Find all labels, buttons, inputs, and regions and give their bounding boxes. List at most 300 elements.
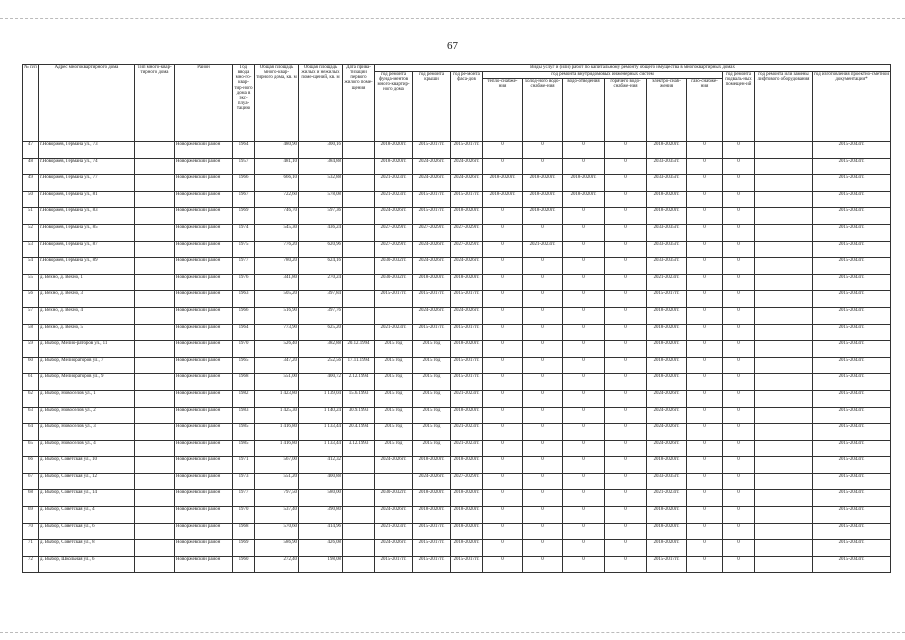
cell-privatization-date: 2.12.1994 — [343, 374, 375, 391]
cell-type — [135, 258, 175, 275]
cell-design-docs: 2015-2043гг. — [813, 158, 891, 175]
cell-living-area: 252,56 — [299, 357, 343, 374]
cell-roof: 2024-2026гг. — [413, 473, 451, 490]
cell-cold-water: 0 — [523, 407, 563, 424]
cell-hot-water: 0 — [605, 324, 647, 341]
cell-basement: 0 — [723, 241, 755, 258]
cell-gas: 0 — [687, 258, 723, 275]
cell-design-docs: 2015-2043гг. — [813, 191, 891, 208]
cell-living-area: 270,24 — [299, 274, 343, 291]
cell-year: 1966 — [233, 175, 255, 192]
cell-living-area: 625,20 — [299, 324, 343, 341]
table-row — [23, 523, 891, 540]
cell-sewerage: 0 — [563, 291, 605, 308]
cell-district: Новоржевский район — [175, 507, 233, 524]
cell-facade: 2018-2020гг. — [451, 208, 483, 225]
cell-gas: 0 — [687, 507, 723, 524]
cell-foundation — [375, 473, 413, 490]
cell-type — [135, 407, 175, 424]
cell-basement: 0 — [723, 540, 755, 557]
header-lift: год ремонта или замены лифтового оборудования — [755, 72, 813, 142]
cell-design-docs: 2015-2043гг. — [813, 241, 891, 258]
cell-roof: 2015-2017гг. — [413, 540, 451, 557]
cell-basement: 0 — [723, 357, 755, 374]
cell-total-area: 570,60 — [255, 523, 299, 540]
cell-total-area: 773,90 — [255, 324, 299, 341]
header-year: Год ввода мно-го-квар-тир-ного дома в экс-плуа-тацию — [233, 65, 255, 142]
cell-basement: 0 — [723, 374, 755, 391]
cell-cold-water: 0 — [523, 324, 563, 341]
cell-gas: 0 — [687, 440, 723, 457]
cell-electric: 2015-2017гг. — [647, 556, 687, 573]
cell-number: 69 — [23, 507, 39, 524]
cell-number: 64 — [23, 424, 39, 441]
cell-address: д. Выбор, Советская ул., 10 — [39, 457, 135, 474]
cell-facade: 2021-2023гг. — [451, 390, 483, 407]
cell-roof: 2018-2020гг. — [413, 507, 451, 524]
cell-total-area: 526,40 — [255, 341, 299, 358]
cell-roof: 2015 год — [413, 390, 451, 407]
header-address: Адрес многоквартирного дома — [39, 65, 135, 142]
cell-privatization-date — [343, 457, 375, 474]
table-row — [23, 224, 891, 241]
cell-facade: 2018-2020гг. — [451, 457, 483, 474]
cell-living-area: 1 140,24 — [299, 407, 343, 424]
cell-facade: 2015-2017гг. — [451, 324, 483, 341]
cell-cold-water: 0 — [523, 440, 563, 457]
cell-facade: 2018-2020гг. — [451, 540, 483, 557]
table-row — [23, 390, 891, 407]
cell-hot-water: 0 — [605, 158, 647, 175]
cell-electric: 2018-2020гг. — [647, 357, 687, 374]
cell-privatization-date — [343, 307, 375, 324]
cell-gas: 0 — [687, 274, 723, 291]
cell-cold-water: 0 — [523, 158, 563, 175]
cell-lift — [755, 191, 813, 208]
cell-district: Новоржевский район — [175, 191, 233, 208]
cell-foundation: 2024-2026гг. — [375, 208, 413, 225]
cell-district: Новоржевский район — [175, 258, 233, 275]
cell-sewerage: 2018-2020гг. — [563, 191, 605, 208]
cell-design-docs: 2015-2043гг. — [813, 307, 891, 324]
cell-living-area: 620,96 — [299, 241, 343, 258]
cell-type — [135, 241, 175, 258]
cell-sewerage: 0 — [563, 324, 605, 341]
cell-number: 66 — [23, 457, 39, 474]
cell-basement: 0 — [723, 291, 755, 308]
cell-total-area: 666,10 — [255, 175, 299, 192]
cell-sewerage: 0 — [563, 440, 605, 457]
cell-electric: 2024-2026гг. — [647, 407, 687, 424]
table-row — [23, 158, 891, 175]
cell-year: 1965 — [233, 357, 255, 374]
cell-address: д. Вехно, д. Вехно, 3 — [39, 291, 135, 308]
cell-type — [135, 158, 175, 175]
header-privatization-date: Дата прива-тизации первого жилого поме-щения — [343, 65, 375, 142]
cell-design-docs: 2015-2043гг. — [813, 357, 891, 374]
cell-number: 54 — [23, 258, 39, 275]
cell-sewerage: 0 — [563, 357, 605, 374]
cell-basement: 0 — [723, 341, 755, 358]
cell-electric: 2033-2035гг. — [647, 175, 687, 192]
cell-privatization-date — [343, 523, 375, 540]
cell-facade: 2024-2026гг. — [451, 175, 483, 192]
cell-electric: 2024-2026гг. — [647, 424, 687, 441]
cell-living-area: 400,72 — [299, 374, 343, 391]
cell-hot-water: 0 — [605, 191, 647, 208]
cell-gas: 0 — [687, 540, 723, 557]
cell-hot-water: 0 — [605, 241, 647, 258]
cell-lift — [755, 490, 813, 507]
cell-sewerage: 0 — [563, 523, 605, 540]
cell-foundation: 2015 год — [375, 424, 413, 441]
cell-address: г.Новоржев, Германа ул., 85 — [39, 224, 135, 241]
cell-electric: 2033-2035гг. — [647, 258, 687, 275]
cell-total-area: 567,00 — [255, 457, 299, 474]
cell-type — [135, 307, 175, 324]
cell-gas: 0 — [687, 241, 723, 258]
cell-living-area: 414,96 — [299, 523, 343, 540]
cell-basement: 0 — [723, 440, 755, 457]
cell-year: 1977 — [233, 258, 255, 275]
cell-gas: 0 — [687, 457, 723, 474]
cell-lift — [755, 424, 813, 441]
cell-number: 72 — [23, 556, 39, 573]
cell-number: 71 — [23, 540, 39, 557]
cell-basement: 0 — [723, 324, 755, 341]
cell-total-area: 586,90 — [255, 540, 299, 557]
cell-total-area: 272,40 — [255, 556, 299, 573]
cell-design-docs: 2015-2043гг. — [813, 258, 891, 275]
header-type: Тип много-квар-тирного дома — [135, 65, 175, 142]
cell-type — [135, 175, 175, 192]
cell-privatization-date — [343, 191, 375, 208]
cell-facade: 2021-2023гг. — [451, 424, 483, 441]
cell-living-area: 198,08 — [299, 556, 343, 573]
cell-living-area: 1 133,44 — [299, 440, 343, 457]
cell-type — [135, 473, 175, 490]
cell-total-area: 776,20 — [255, 241, 299, 258]
cell-foundation: 2024-2026гг. — [375, 507, 413, 524]
cell-foundation: 2015-2017гг. — [375, 556, 413, 573]
cell-gas: 0 — [687, 291, 723, 308]
cell-electric: 2018-2020гг. — [647, 307, 687, 324]
cell-number: 68 — [23, 490, 39, 507]
cell-privatization-date — [343, 540, 375, 557]
cell-district: Новоржевский район — [175, 341, 233, 358]
cell-hot-water: 0 — [605, 374, 647, 391]
cell-roof: 2018-2020гг. — [413, 490, 451, 507]
table-row — [23, 324, 891, 341]
table-row — [23, 440, 891, 457]
cell-address: д. Выбор, Новоселов ул., 4 — [39, 440, 135, 457]
cell-type — [135, 507, 175, 524]
cell-electric: 2033-2035гг. — [647, 224, 687, 241]
cell-district: Новоржевский район — [175, 457, 233, 474]
cell-electric: 2018-2020гг. — [647, 457, 687, 474]
cell-privatization-date — [343, 473, 375, 490]
header-basement: год ремонта подваль-ных помещен-ий — [723, 72, 755, 142]
cell-foundation: 2018-2020гг. — [375, 158, 413, 175]
cell-lift — [755, 208, 813, 225]
table-row — [23, 258, 891, 275]
header-systems-group: год ремонта внутридомовых инженерных систем — [483, 72, 723, 79]
table-row — [23, 374, 891, 391]
cell-foundation: 2015 год — [375, 341, 413, 358]
cell-type — [135, 324, 175, 341]
cell-address: д. Выбор, Советская ул., 14 — [39, 490, 135, 507]
table-row — [23, 208, 891, 225]
cell-privatization-date: 30.9.1993 — [343, 407, 375, 424]
cell-gas: 0 — [687, 341, 723, 358]
cell-cold-water: 0 — [523, 457, 563, 474]
cell-number: 61 — [23, 374, 39, 391]
cell-hot-water: 0 — [605, 258, 647, 275]
cell-privatization-date — [343, 291, 375, 308]
cell-foundation: 2015 год — [375, 390, 413, 407]
cell-address: г.Новоржев, Германа ул., 83 — [39, 208, 135, 225]
cell-gas: 0 — [687, 191, 723, 208]
cell-sewerage: 0 — [563, 208, 605, 225]
cell-lift — [755, 307, 813, 324]
table-row — [23, 540, 891, 557]
cell-hot-water: 0 — [605, 507, 647, 524]
cell-hot-water: 0 — [605, 274, 647, 291]
cell-gas: 0 — [687, 556, 723, 573]
cell-total-area: 341,80 — [255, 274, 299, 291]
cell-privatization-date: 20.4.1994 — [343, 424, 375, 441]
cell-living-area: 400,88 — [299, 473, 343, 490]
cell-number: 47 — [23, 142, 39, 159]
cell-heat-supply: 0 — [483, 241, 523, 258]
cell-heat-supply: 0 — [483, 440, 523, 457]
cell-basement: 0 — [723, 424, 755, 441]
cell-roof: 2015-2017гг. — [413, 556, 451, 573]
cell-sewerage: 0 — [563, 390, 605, 407]
cell-year: 1969 — [233, 208, 255, 225]
table-row — [23, 191, 891, 208]
cell-design-docs: 2015-2043гг. — [813, 224, 891, 241]
cell-electric: 2033-2035гг. — [647, 158, 687, 175]
cell-district: Новоржевский район — [175, 490, 233, 507]
cell-district: Новоржевский район — [175, 473, 233, 490]
cell-heat-supply: 0 — [483, 507, 523, 524]
cell-lift — [755, 390, 813, 407]
cell-foundation: 2024-2026гг. — [375, 540, 413, 557]
cell-cold-water: 0 — [523, 390, 563, 407]
cell-total-area: 551,00 — [255, 374, 299, 391]
header-foundation: год ремонта фунда-ментов много-квартир-ного дома — [375, 72, 413, 142]
cell-privatization-date: 20.12.1994 — [343, 341, 375, 358]
cell-lift — [755, 556, 813, 573]
cell-design-docs: 2015-2043гг. — [813, 507, 891, 524]
cell-heat-supply: 0 — [483, 407, 523, 424]
cell-design-docs: 2015-2043гг. — [813, 374, 891, 391]
cell-privatization-date — [343, 258, 375, 275]
cell-lift — [755, 175, 813, 192]
cell-heat-supply: 0 — [483, 390, 523, 407]
cell-gas: 0 — [687, 324, 723, 341]
cell-lift — [755, 158, 813, 175]
cell-roof: 2024-2026гг. — [413, 175, 451, 192]
header-sewerage: водо-отведения — [563, 79, 605, 142]
cell-cold-water: 0 — [523, 258, 563, 275]
cell-heat-supply: 2018-2020гг. — [483, 175, 523, 192]
cell-total-area: 505,20 — [255, 291, 299, 308]
cell-year: 1975 — [233, 241, 255, 258]
cell-roof: 2015-2017гг. — [413, 142, 451, 159]
cell-number: 70 — [23, 523, 39, 540]
header-living-area: Общая площадь жилых и нежилых поме-щений, кв. м — [299, 65, 343, 142]
cell-sewerage: 0 — [563, 507, 605, 524]
cell-roof: 2015 год — [413, 374, 451, 391]
cell-lift — [755, 274, 813, 291]
cell-cold-water: 0 — [523, 424, 563, 441]
cell-privatization-date: 15.6.1993 — [343, 390, 375, 407]
cell-address: д. Вехно, д. Вехно, 5 — [39, 324, 135, 341]
cell-address: г.Новоржев, Германа ул., 81 — [39, 191, 135, 208]
cell-type — [135, 341, 175, 358]
cell-basement: 0 — [723, 490, 755, 507]
cell-sewerage: 0 — [563, 224, 605, 241]
cell-hot-water: 0 — [605, 523, 647, 540]
cell-type — [135, 556, 175, 573]
cell-gas: 0 — [687, 175, 723, 192]
table-row — [23, 142, 891, 159]
cell-heat-supply: 0 — [483, 274, 523, 291]
cell-year: 1964 — [233, 142, 255, 159]
cell-basement: 0 — [723, 224, 755, 241]
cell-living-area: 436,24 — [299, 224, 343, 241]
cell-number: 67 — [23, 473, 39, 490]
cell-basement: 0 — [723, 142, 755, 159]
cell-type — [135, 224, 175, 241]
cell-electric: 2033-2035гг. — [647, 473, 687, 490]
cell-heat-supply: 0 — [483, 374, 523, 391]
header-roof: год ремонта крыши — [413, 72, 451, 142]
cell-roof: 2015 год — [413, 407, 451, 424]
table-row — [23, 556, 891, 573]
cell-address: д. Выбор, Советская ул., 4 — [39, 507, 135, 524]
header-total-area: Общая площадь много-квар-тирного дома, кв. м — [255, 65, 299, 142]
cell-year: 1985 — [233, 440, 255, 457]
cell-number: 59 — [23, 341, 39, 358]
cell-living-area: 382,88 — [299, 341, 343, 358]
cell-heat-supply: 0 — [483, 473, 523, 490]
cell-total-area: 545,30 — [255, 224, 299, 241]
cell-sewerage: 0 — [563, 490, 605, 507]
cell-heat-supply: 0 — [483, 357, 523, 374]
cell-electric: 2033-2035гг. — [647, 241, 687, 258]
cell-hot-water: 0 — [605, 540, 647, 557]
cell-basement: 0 — [723, 258, 755, 275]
cell-design-docs: 2015-2043гг. — [813, 341, 891, 358]
cell-facade: 2018-2020гг. — [451, 274, 483, 291]
cell-number: 63 — [23, 407, 39, 424]
cell-number: 58 — [23, 324, 39, 341]
cell-basement: 0 — [723, 158, 755, 175]
cell-sewerage: 0 — [563, 158, 605, 175]
cell-sewerage: 0 — [563, 241, 605, 258]
cell-lift — [755, 523, 813, 540]
cell-facade: 2027-2029гг. — [451, 241, 483, 258]
cell-sewerage: 0 — [563, 274, 605, 291]
cell-electric: 2024-2026гг. — [647, 390, 687, 407]
cell-gas: 0 — [687, 208, 723, 225]
cell-cold-water: 0 — [523, 341, 563, 358]
cell-sewerage: 0 — [563, 556, 605, 573]
cell-foundation: 2024-2026гг. — [375, 457, 413, 474]
cell-district: Новоржевский район — [175, 274, 233, 291]
cell-district: Новоржевский район — [175, 440, 233, 457]
cell-type — [135, 374, 175, 391]
cell-number: 48 — [23, 158, 39, 175]
cell-district: Новоржевский район — [175, 556, 233, 573]
cell-roof: 2015 год — [413, 440, 451, 457]
cell-foundation: 2015 год — [375, 357, 413, 374]
cell-privatization-date — [343, 158, 375, 175]
cell-sewerage: 0 — [563, 407, 605, 424]
cell-total-area: 1 423,80 — [255, 390, 299, 407]
cell-lift — [755, 291, 813, 308]
cell-number: 65 — [23, 440, 39, 457]
cell-sewerage: 0 — [563, 258, 605, 275]
cell-design-docs: 2015-2043гг. — [813, 175, 891, 192]
cell-total-area: 481,10 — [255, 158, 299, 175]
cell-number: 51 — [23, 208, 39, 225]
cell-facade: 2015-2017гг. — [451, 357, 483, 374]
cell-basement: 0 — [723, 457, 755, 474]
cell-lift — [755, 407, 813, 424]
cell-address: д. Выбор, Школьная ул., 6 — [39, 556, 135, 573]
cell-hot-water: 0 — [605, 341, 647, 358]
cell-gas: 0 — [687, 424, 723, 441]
cell-year: 1976 — [233, 274, 255, 291]
cell-number: 49 — [23, 175, 39, 192]
cell-address: д. Вехно, д. Вехно, 4 — [39, 307, 135, 324]
cell-lift — [755, 457, 813, 474]
cell-sewerage: 0 — [563, 374, 605, 391]
cell-lift — [755, 473, 813, 490]
cell-design-docs: 2015-2043гг. — [813, 208, 891, 225]
cell-facade: 2018-2020гг. — [451, 507, 483, 524]
cell-district: Новоржевский район — [175, 424, 233, 441]
cell-gas: 0 — [687, 374, 723, 391]
cell-gas: 0 — [687, 490, 723, 507]
scan-edge-bottom — [0, 632, 905, 633]
table-row — [23, 407, 891, 424]
cell-facade: 2027-2029гг. — [451, 224, 483, 241]
cell-foundation: 2015 год — [375, 440, 413, 457]
cell-gas: 0 — [687, 357, 723, 374]
cell-hot-water: 0 — [605, 424, 647, 441]
cell-total-area: 516,90 — [255, 307, 299, 324]
cell-foundation: 2015-2017гг. — [375, 291, 413, 308]
cell-privatization-date — [343, 324, 375, 341]
cell-cold-water: 2021-2023гг. — [523, 241, 563, 258]
cell-hot-water: 0 — [605, 556, 647, 573]
cell-type — [135, 540, 175, 557]
cell-facade: 2027-2029гг. — [451, 473, 483, 490]
cell-design-docs: 2015-2043гг. — [813, 424, 891, 441]
cell-district: Новоржевский район — [175, 291, 233, 308]
cell-roof: 2027-2029гг. — [413, 224, 451, 241]
cell-roof: 2015 год — [413, 424, 451, 441]
cell-facade: 2015-2017гг. — [451, 291, 483, 308]
cell-roof: 2015-2017гг. — [413, 191, 451, 208]
cell-basement: 0 — [723, 507, 755, 524]
cell-type — [135, 191, 175, 208]
